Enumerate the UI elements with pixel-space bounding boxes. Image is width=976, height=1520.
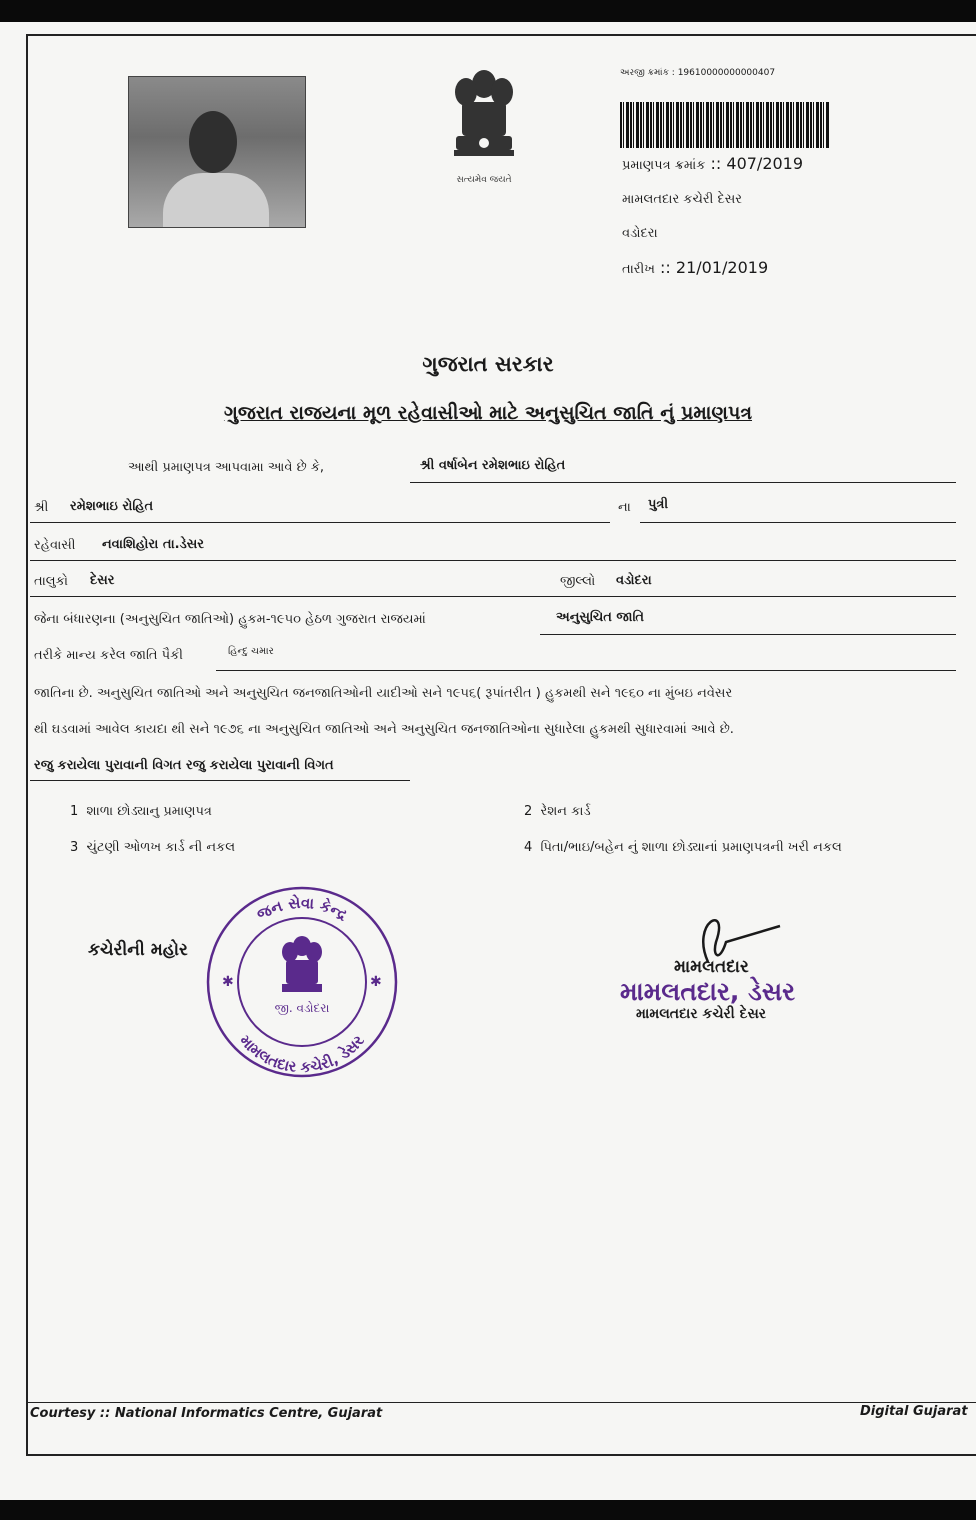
barcode <box>620 102 830 148</box>
caste-label: તરીકે માન્ય કરેલ જાતિ પૈકી <box>34 648 183 663</box>
document-subtitle: ગુજરાત રાજયના મૂળ રહેવાસીઓ માટે અનુસુચિત જાતિ નું પ્રમાણપત્ર <box>223 402 753 424</box>
issuing-office: મામલતદાર કચેરી દેસર <box>622 192 742 207</box>
seal-inner-text: જી. વડોદરા <box>274 1001 330 1015</box>
taluka: દેસર <box>90 573 115 588</box>
relation-label: ના <box>618 500 631 515</box>
issue-date: તારીખ :: 21/01/2019 <box>622 258 769 277</box>
footer-brand: Digital Gujarat <box>860 1404 968 1419</box>
evidence-item: 1 શાળા છોડ્યાનુ પ્રમાણપત્ર <box>70 804 212 819</box>
district-label: જીલ્લો <box>560 574 596 589</box>
signature-block <box>620 902 880 1032</box>
father-prefix: શ્રી <box>34 500 49 515</box>
district: વડોદરા <box>616 573 652 588</box>
certificate-number: પ્રમાણપત્ર ક્રમાંક :: 407/2019 <box>622 154 804 173</box>
signatory-office: મામલતદાર કચેરી દેસર <box>636 1006 767 1022</box>
category: અનુસુચિત જાતિ <box>556 610 645 625</box>
taluka-label: તાલુકો <box>34 574 69 589</box>
designation: મામલતદાર <box>674 957 749 977</box>
national-emblem-icon <box>440 66 528 186</box>
caste: હિન્દુ ચમાર <box>228 646 274 657</box>
handwritten-signature <box>703 920 780 962</box>
footer-courtesy: Courtesy :: National Informatics Centre, Gujarat <box>30 1406 383 1421</box>
designation-stamp: મામલતદાર, ડેસર <box>620 977 796 1006</box>
evidence-item: 4 પિતા/ભાઇ/બહેન નું શાળા છોડ્યાનાં પ્રમાણપત્રની ખરી નકલ <box>524 840 842 855</box>
seal-label: કચેરીની મહોર <box>88 940 188 960</box>
applicant-photo <box>128 76 306 228</box>
svg-text:મામલતદાર કચેરી, ડેસર <box>236 1031 368 1076</box>
resident-label: રહેવાસી <box>34 538 76 553</box>
office-seal <box>204 884 400 1080</box>
evidence-item: 3 ચુંટણી ઓળખ કાર્ડ ની નકલ <box>70 840 236 855</box>
paragraph-line-1: જાતિના છે. અનુસુચિત જાતિઓ અને અનુસુચિત જનજાતિઓની યાદીઓ સને ૧૯૫૬( રૂપાંતરીત ) હુકમથી સને ૧૯૬૦ ના મુંબઇ નવેસર <box>34 686 733 701</box>
seal-bottom-text: મામલતદાર કચેરી, ડેસર <box>236 1031 368 1077</box>
evidence-item: 2 રેશન કાર્ડ <box>524 804 591 819</box>
certificate-page <box>0 22 976 1500</box>
seal-top-text: જન સેવા કેન્દ્ર <box>253 893 351 925</box>
evidence-heading: રજુ કરાયેલા પુરાવાની વિગત રજુ કરાયેલા પુરાવાની વિગત <box>34 758 334 773</box>
document-title: ગુજરાત સરકાર <box>422 352 554 376</box>
application-number: અરજી ક્રમાંક : 19610000000000407 <box>620 68 776 78</box>
emblem-motto: સત્યમેવ જયતે <box>456 175 512 185</box>
father-name: રમેશભાઇ રોહિત <box>70 499 154 514</box>
svg-text:જન સેવા કેન્દ્ર <box>254 893 351 924</box>
issuing-district: વડોદરા <box>622 226 658 241</box>
relation: પુત્રી <box>648 497 669 512</box>
holder-name: શ્રી વર્ષાબેન રમેશભાઇ રોહિત <box>420 458 566 473</box>
svg-text:✱: ✱ <box>370 974 382 990</box>
intro-text: આથી પ્રમાણપત્ર આપવામા આવે છે કે, <box>128 460 325 475</box>
svg-text:✱: ✱ <box>222 974 234 990</box>
constitution-text: જેના બંધારણના (અનુસુચિત જાતિઓ) હુકમ-૧૯૫૦ હેઠળ ગુજરાત રાજયમાં <box>34 612 426 627</box>
page-border <box>26 34 976 1456</box>
resident-place: નવાશિહોરા તા.ડેસર <box>102 537 204 552</box>
paragraph-line-2: થી ઘડવામાં આવેલ કાયદા થી સને ૧૯૭૬ ના અનુસુચિત જાતિઓ અને અનુસુચિત જનજાતિઓના સુધારેલા હુકમથી સુધારવામાં આવે છે. <box>34 722 734 737</box>
seal-emblem-icon <box>282 936 322 992</box>
